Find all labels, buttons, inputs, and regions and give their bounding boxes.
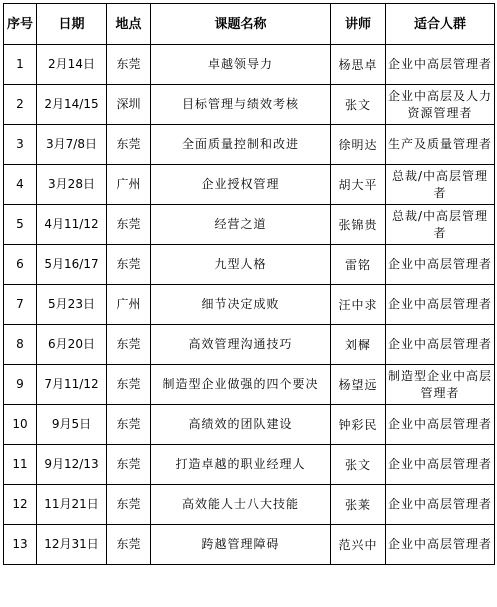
course-schedule-table bbox=[3, 3, 495, 565]
location-cell: 东莞 bbox=[107, 445, 151, 485]
audience-cell: 总裁/中高层管理者 bbox=[386, 205, 495, 245]
lecturer-cell: 刘樨 bbox=[331, 325, 386, 365]
date-cell: 2月14日 bbox=[37, 45, 107, 85]
audience-cell: 企业中高层管理者 bbox=[386, 485, 495, 525]
course-title-cell: 跨越管理障碍 bbox=[151, 525, 331, 565]
lecturer-cell: 胡大平 bbox=[331, 165, 386, 205]
table-row bbox=[4, 165, 495, 205]
location-cell: 东莞 bbox=[107, 365, 151, 405]
audience-cell: 企业中高层管理者 bbox=[386, 285, 495, 325]
location-cell: 深圳 bbox=[107, 85, 151, 125]
audience-cell: 企业中高层管理者 bbox=[386, 45, 495, 85]
lecturer-cell: 徐明达 bbox=[331, 125, 386, 165]
location-cell: 东莞 bbox=[107, 45, 151, 85]
lecturer-cell: 张锦贵 bbox=[331, 205, 386, 245]
lecturer-cell: 张文 bbox=[331, 445, 386, 485]
date-cell: 12月31日 bbox=[37, 525, 107, 565]
course-title-cell: 打造卓越的职业经理人 bbox=[151, 445, 331, 485]
header-place: 地点 bbox=[107, 4, 151, 45]
row-number-cell: 12 bbox=[4, 485, 37, 525]
date-cell: 5月16/17 bbox=[37, 245, 107, 285]
row-number-cell: 13 bbox=[4, 525, 37, 565]
lecturer-cell: 杨望远 bbox=[331, 365, 386, 405]
table-header-row bbox=[4, 4, 495, 45]
table-row bbox=[4, 445, 495, 485]
course-title-cell: 卓越领导力 bbox=[151, 45, 331, 85]
course-title-cell: 制造型企业做强的四个要决 bbox=[151, 365, 331, 405]
location-cell: 东莞 bbox=[107, 245, 151, 285]
lecturer-cell: 汪中求 bbox=[331, 285, 386, 325]
row-number-cell: 1 bbox=[4, 45, 37, 85]
audience-cell: 总裁/中高层管理者 bbox=[386, 165, 495, 205]
table-row bbox=[4, 45, 495, 85]
row-number-cell: 9 bbox=[4, 365, 37, 405]
audience-cell: 企业中高层管理者 bbox=[386, 325, 495, 365]
row-number-cell: 5 bbox=[4, 205, 37, 245]
lecturer-cell: 张文 bbox=[331, 85, 386, 125]
header-lecturer: 讲师 bbox=[331, 4, 386, 45]
row-number-cell: 3 bbox=[4, 125, 37, 165]
audience-cell: 企业中高层管理者 bbox=[386, 245, 495, 285]
audience-cell: 企业中高层管理者 bbox=[386, 445, 495, 485]
table-row bbox=[4, 485, 495, 525]
course-title-cell: 高绩效的团队建设 bbox=[151, 405, 331, 445]
table-row bbox=[4, 205, 495, 245]
date-cell: 6月20日 bbox=[37, 325, 107, 365]
row-number-cell: 2 bbox=[4, 85, 37, 125]
date-cell: 3月28日 bbox=[37, 165, 107, 205]
audience-cell: 企业中高层管理者 bbox=[386, 405, 495, 445]
course-title-cell: 企业授权管理 bbox=[151, 165, 331, 205]
date-cell: 2月14/15 bbox=[37, 85, 107, 125]
location-cell: 东莞 bbox=[107, 525, 151, 565]
row-number-cell: 7 bbox=[4, 285, 37, 325]
lecturer-cell: 张莱 bbox=[331, 485, 386, 525]
date-cell: 11月21日 bbox=[37, 485, 107, 525]
table-row bbox=[4, 405, 495, 445]
table-row bbox=[4, 85, 495, 125]
lecturer-cell: 范兴中 bbox=[331, 525, 386, 565]
location-cell: 广州 bbox=[107, 165, 151, 205]
row-number-cell: 4 bbox=[4, 165, 37, 205]
location-cell: 东莞 bbox=[107, 325, 151, 365]
course-schedule-document bbox=[3, 3, 494, 604]
row-number-cell: 6 bbox=[4, 245, 37, 285]
header-no: 序号 bbox=[4, 4, 37, 45]
lecturer-cell: 雷铭 bbox=[331, 245, 386, 285]
table-row bbox=[4, 285, 495, 325]
audience-cell: 生产及质量管理者 bbox=[386, 125, 495, 165]
row-number-cell: 8 bbox=[4, 325, 37, 365]
table-row bbox=[4, 525, 495, 565]
course-title-cell: 全面质量控制和改进 bbox=[151, 125, 331, 165]
table-row bbox=[4, 365, 495, 405]
lecturer-cell: 杨思卓 bbox=[331, 45, 386, 85]
row-number-cell: 11 bbox=[4, 445, 37, 485]
location-cell: 广州 bbox=[107, 285, 151, 325]
audience-cell: 制造型企业中高层管理者 bbox=[386, 365, 495, 405]
date-cell: 9月12/13 bbox=[37, 445, 107, 485]
date-cell: 7月11/12 bbox=[37, 365, 107, 405]
course-title-cell: 目标管理与绩效考核 bbox=[151, 85, 331, 125]
header-title: 课题名称 bbox=[151, 4, 331, 45]
audience-cell: 企业中高层管理者 bbox=[386, 525, 495, 565]
course-title-cell: 经营之道 bbox=[151, 205, 331, 245]
date-cell: 3月7/8日 bbox=[37, 125, 107, 165]
course-title-cell: 高效管理沟通技巧 bbox=[151, 325, 331, 365]
date-cell: 4月11/12 bbox=[37, 205, 107, 245]
table-row bbox=[4, 325, 495, 365]
course-title-cell: 高效能人士八大技能 bbox=[151, 485, 331, 525]
table-body bbox=[4, 45, 495, 565]
course-title-cell: 九型人格 bbox=[151, 245, 331, 285]
header-audience: 适合人群 bbox=[386, 4, 495, 45]
header-date: 日期 bbox=[37, 4, 107, 45]
audience-cell: 企业中高层及人力资源管理者 bbox=[386, 85, 495, 125]
location-cell: 东莞 bbox=[107, 485, 151, 525]
table-row bbox=[4, 125, 495, 165]
date-cell: 5月23日 bbox=[37, 285, 107, 325]
location-cell: 东莞 bbox=[107, 205, 151, 245]
row-number-cell: 10 bbox=[4, 405, 37, 445]
lecturer-cell: 钟彩民 bbox=[331, 405, 386, 445]
location-cell: 东莞 bbox=[107, 405, 151, 445]
location-cell: 东莞 bbox=[107, 125, 151, 165]
course-title-cell: 细节决定成败 bbox=[151, 285, 331, 325]
table-row bbox=[4, 245, 495, 285]
date-cell: 9月5日 bbox=[37, 405, 107, 445]
